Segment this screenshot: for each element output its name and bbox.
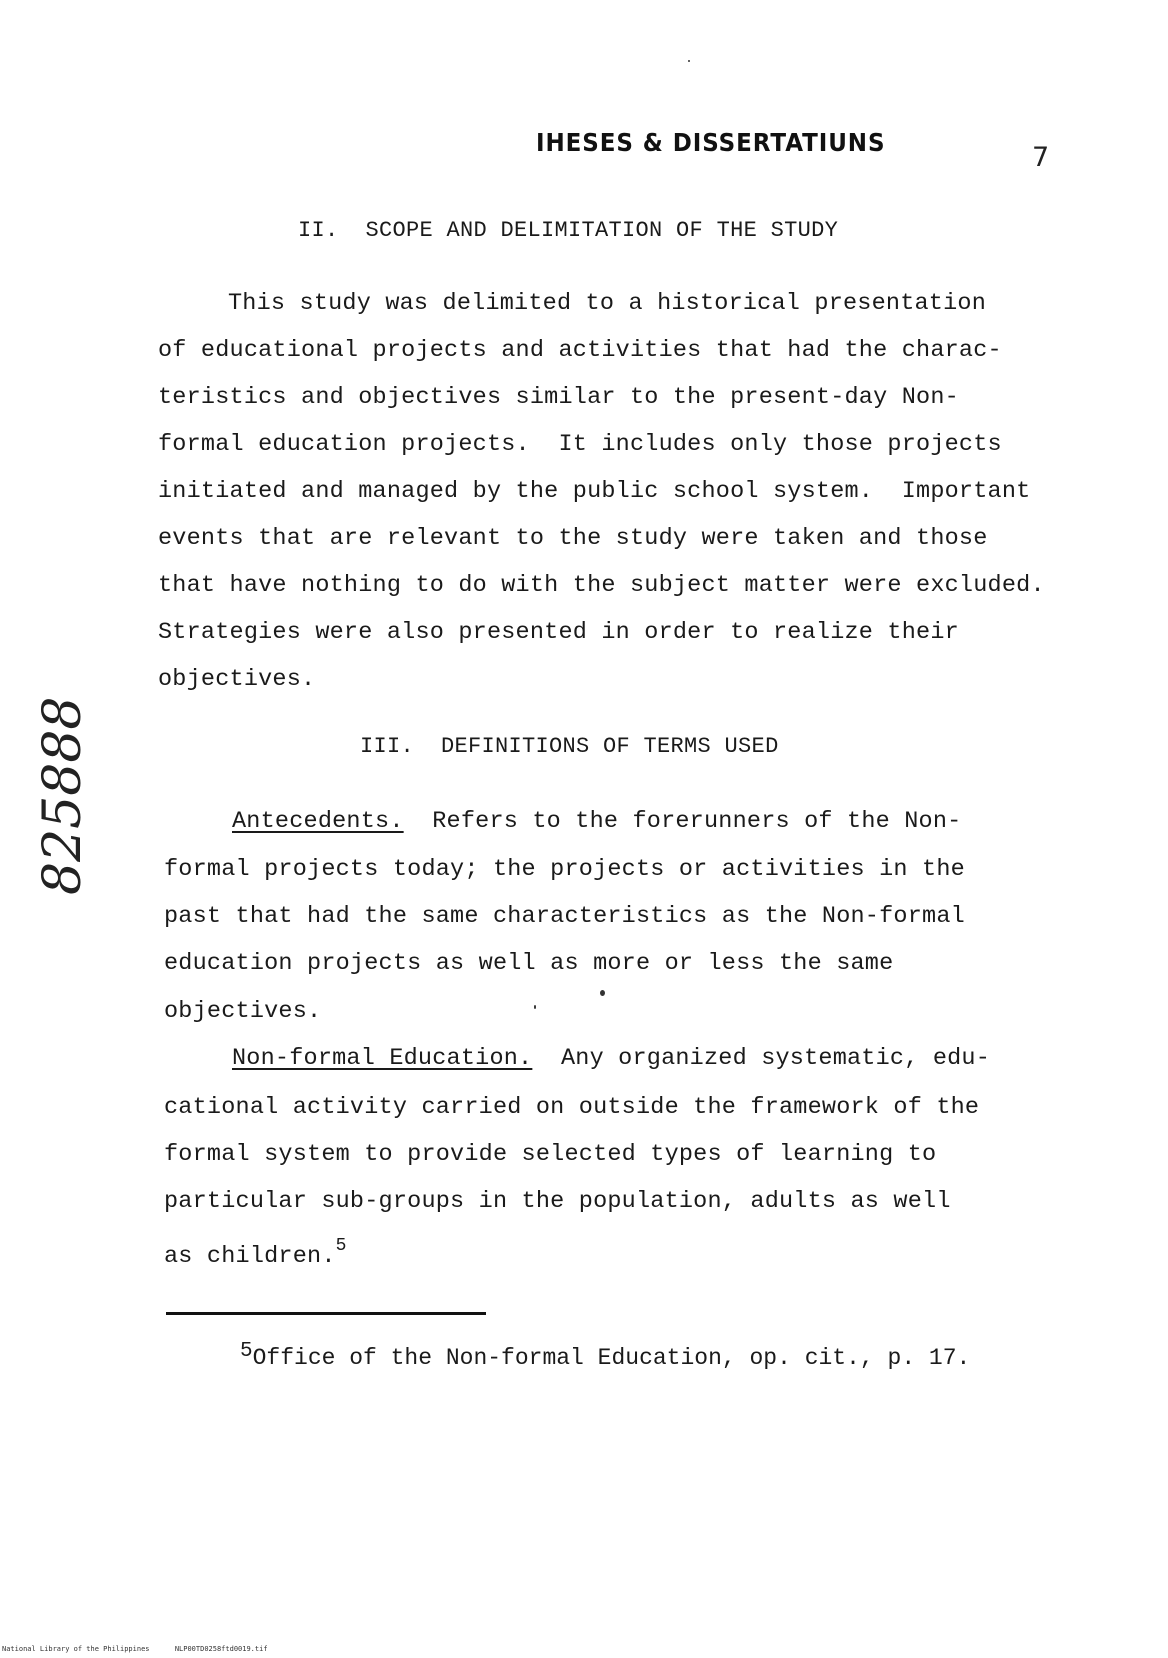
scan-speck: [600, 990, 605, 996]
paragraph-line: events that are relevant to the study were taken and those: [158, 525, 988, 552]
paragraph-line: teristics and objectives similar to the present-day Non-: [158, 384, 959, 411]
footnote-text: Office of the Non-formal Education, op. cit., p. 17.: [252, 1345, 971, 1371]
section-heading-definitions: III. DEFINITIONS OF TERMS USED: [360, 734, 779, 759]
footnote-reference: 5: [335, 1236, 347, 1256]
paragraph-line: initiated and managed by the public school system. Important: [158, 478, 1031, 505]
paragraph-line: that have nothing to do with the subject matter were excluded.: [158, 572, 1045, 599]
footnote-divider: [166, 1312, 486, 1315]
paragraph-line: Strategies were also presented in order to realize their: [158, 619, 959, 646]
handwritten-margin-note: [20, 640, 110, 900]
margin-note-text: 825888: [33, 696, 93, 895]
scan-caption: National Library of the Philippines NLP00TD0258ftd0019.tif: [2, 1645, 268, 1653]
scan-speck: [688, 60, 690, 62]
footnote-number: 5: [240, 1340, 253, 1363]
paragraph-line: particular sub-groups in the population, adults as well: [164, 1188, 951, 1215]
paragraph-line: past that had the same characteristics as the Non-formal: [164, 903, 965, 930]
paragraph-line: cational activity carried on outside the framework of the: [164, 1094, 980, 1121]
paragraph-line: [232, 810, 961, 834]
paragraph-line: objectives.: [164, 998, 322, 1025]
library-stamp: IHESES & DISSERTATIUNS: [536, 128, 886, 157]
paragraph-line: objectives.: [158, 666, 316, 693]
section-heading-scope: II. SCOPE AND DELIMITATION OF THE STUDY: [298, 218, 839, 243]
footnote: [240, 1340, 970, 1371]
definition-text: Any organized systematic, edu-: [532, 1045, 991, 1072]
definition-text: Refers to the forerunners of the Non-: [403, 808, 962, 835]
term-non-formal-education: Non-formal Education.: [232, 1045, 533, 1072]
paragraph-line: of educational projects and activities that had the charac-: [158, 337, 1002, 364]
term-antecedents: Antecedents.: [232, 808, 404, 835]
paragraph-line: This study was delimited to a historical presentation: [228, 290, 987, 317]
page-number: 7: [1032, 142, 1050, 173]
scan-speck: [534, 1005, 536, 1009]
paragraph-line: as children.$^5$: [164, 1236, 347, 1270]
paragraph-line: [232, 1047, 990, 1071]
paragraph-line: education projects as well as more or less the same: [164, 950, 894, 977]
paragraph-line: formal projects today; the projects or activities in the: [164, 856, 965, 883]
paragraph-line: formal education projects. It includes only those projects: [158, 431, 1002, 458]
paragraph-line: formal system to provide selected types of learning to: [164, 1141, 937, 1168]
